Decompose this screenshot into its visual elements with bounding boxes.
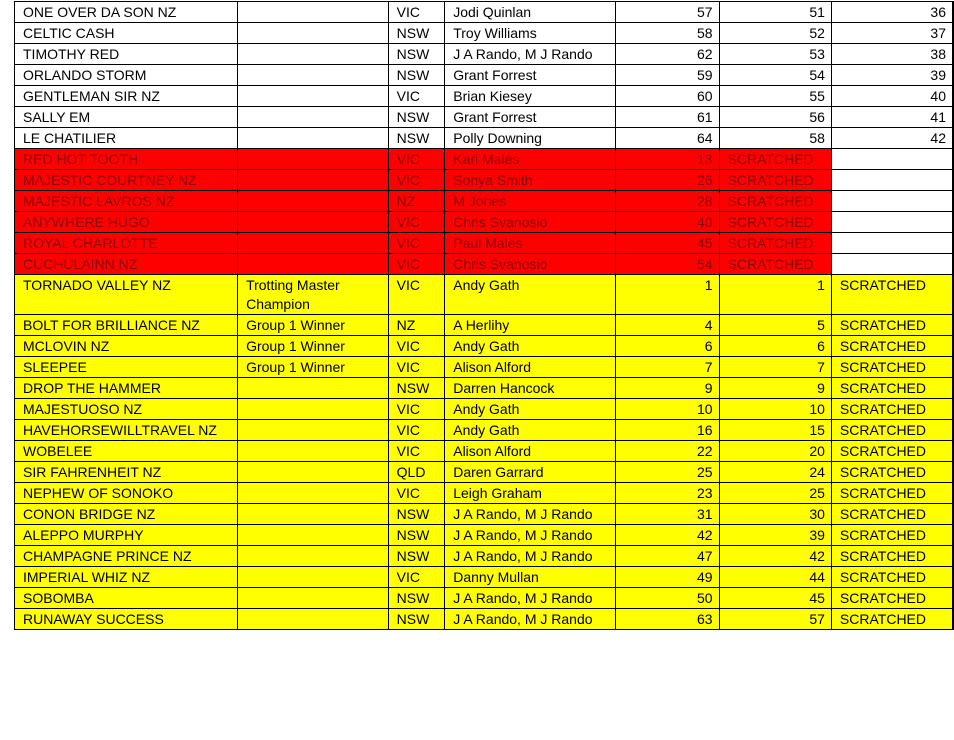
state-cell: VIC xyxy=(388,483,445,504)
note-cell xyxy=(238,254,389,275)
horse-name-cell: SALLY EM xyxy=(15,107,238,128)
state-cell: NSW xyxy=(388,65,445,86)
number-cell: 64 xyxy=(616,128,719,149)
table-row xyxy=(15,462,954,483)
horse-name-cell: ONE OVER DA SON NZ xyxy=(15,2,238,23)
scratched-label: SCRATCHED xyxy=(831,546,953,567)
horse-name-cell: SOBOMBA xyxy=(15,588,238,609)
note-cell xyxy=(238,378,389,399)
number-cell: 16 xyxy=(616,420,719,441)
table-row xyxy=(15,212,954,233)
state-cell: NSW xyxy=(388,107,445,128)
horse-name-cell: ORLANDO STORM xyxy=(15,65,238,86)
number-cell xyxy=(831,254,953,275)
number-cell: 24 xyxy=(719,462,831,483)
state-cell: VIC xyxy=(388,233,445,254)
state-cell: VIC xyxy=(388,86,445,107)
note-cell xyxy=(238,191,389,212)
note-cell xyxy=(238,399,389,420)
number-cell: 54 xyxy=(616,254,719,275)
horse-name-cell: CUCHULAINN NZ xyxy=(15,254,238,275)
scratched-label: SCRATCHED xyxy=(831,399,953,420)
table-row xyxy=(15,275,954,315)
number-cell: 50 xyxy=(616,588,719,609)
number-cell: 25 xyxy=(719,483,831,504)
scratched-label: SCRATCHED xyxy=(831,588,953,609)
scratched-label: SCRATCHED xyxy=(719,191,831,212)
note-cell xyxy=(238,609,389,630)
number-cell: 47 xyxy=(616,546,719,567)
horse-name-cell: CHAMPAGNE PRINCE NZ xyxy=(15,546,238,567)
table-row xyxy=(15,483,954,504)
trainer-cell: Grant Forrest xyxy=(445,65,616,86)
number-cell: 36 xyxy=(831,2,953,23)
trainer-cell: Sonya Smith xyxy=(445,170,616,191)
note-cell xyxy=(238,107,389,128)
note-cell xyxy=(238,2,389,23)
number-cell: 30 xyxy=(719,504,831,525)
number-cell: 7 xyxy=(719,357,831,378)
note-cell xyxy=(238,483,389,504)
table-row xyxy=(15,357,954,378)
table-row xyxy=(15,149,954,170)
table-row xyxy=(15,336,954,357)
note-cell: Group 1 Winner xyxy=(238,357,389,378)
trainer-cell: J A Rando, M J Rando xyxy=(445,588,616,609)
number-cell: 45 xyxy=(719,588,831,609)
number-cell: 6 xyxy=(719,336,831,357)
scratchings-table xyxy=(14,1,954,630)
note-cell xyxy=(238,441,389,462)
number-cell: 49 xyxy=(616,567,719,588)
note-cell xyxy=(238,420,389,441)
state-cell: NSW xyxy=(388,44,445,65)
horse-name-cell: SLEEPEE xyxy=(15,357,238,378)
trainer-cell: J A Rando, M J Rando xyxy=(445,44,616,65)
number-cell: 39 xyxy=(831,65,953,86)
number-cell: 23 xyxy=(616,483,719,504)
horse-name-cell: GENTLEMAN SIR NZ xyxy=(15,86,238,107)
number-cell: 61 xyxy=(616,107,719,128)
trainer-cell: J A Rando, M J Rando xyxy=(445,546,616,567)
number-cell: 53 xyxy=(719,44,831,65)
trainer-cell: Leigh Graham xyxy=(445,483,616,504)
state-cell: NSW xyxy=(388,378,445,399)
number-cell: 45 xyxy=(616,233,719,254)
number-cell: 42 xyxy=(719,546,831,567)
trainer-cell: Danny Mullan xyxy=(445,567,616,588)
horse-name-cell: MAJESTIC COURTNEY NZ xyxy=(15,170,238,191)
state-cell: VIC xyxy=(388,336,445,357)
number-cell: 4 xyxy=(616,315,719,336)
number-cell: 54 xyxy=(719,65,831,86)
number-cell: 42 xyxy=(831,128,953,149)
number-cell: 37 xyxy=(831,23,953,44)
table-row xyxy=(15,546,954,567)
note-cell: Trotting Master Champion xyxy=(238,275,389,315)
note-cell xyxy=(238,233,389,254)
table-row xyxy=(15,378,954,399)
table-row xyxy=(15,65,954,86)
trainer-cell: Darren Hancock xyxy=(445,378,616,399)
trainer-cell: Chris Svanosio xyxy=(445,212,616,233)
number-cell: 42 xyxy=(616,525,719,546)
trainer-cell: Andy Gath xyxy=(445,336,616,357)
horse-name-cell: TIMOTHY RED xyxy=(15,44,238,65)
scratched-label: SCRATCHED xyxy=(831,336,953,357)
scratched-label: SCRATCHED xyxy=(831,441,953,462)
trainer-cell: Grant Forrest xyxy=(445,107,616,128)
horse-name-cell: ALEPPO MURPHY xyxy=(15,525,238,546)
scratched-label: SCRATCHED xyxy=(831,504,953,525)
number-cell: 10 xyxy=(616,399,719,420)
trainer-cell: Alison Alford xyxy=(445,357,616,378)
trainer-cell: Brian Kiesey xyxy=(445,86,616,107)
number-cell: 26 xyxy=(616,170,719,191)
trainer-cell: Chris Svanosio xyxy=(445,254,616,275)
horse-name-cell: SIR FAHRENHEIT NZ xyxy=(15,462,238,483)
number-cell: 20 xyxy=(719,441,831,462)
number-cell: 6 xyxy=(616,336,719,357)
trainer-cell: Paul Males xyxy=(445,233,616,254)
state-cell: NSW xyxy=(388,588,445,609)
state-cell: NSW xyxy=(388,504,445,525)
table-row xyxy=(15,567,954,588)
trainer-cell: Alison Alford xyxy=(445,441,616,462)
note-cell xyxy=(238,170,389,191)
horse-name-cell: RUNAWAY SUCCESS xyxy=(15,609,238,630)
scratched-label: SCRATCHED xyxy=(831,609,953,630)
state-cell: QLD xyxy=(388,462,445,483)
number-cell: 60 xyxy=(616,86,719,107)
trainer-cell: J A Rando, M J Rando xyxy=(445,504,616,525)
note-cell xyxy=(238,86,389,107)
state-cell: NSW xyxy=(388,128,445,149)
number-cell: 39 xyxy=(719,525,831,546)
number-cell xyxy=(831,170,953,191)
scratched-label: SCRATCHED xyxy=(719,212,831,233)
number-cell: 58 xyxy=(719,128,831,149)
state-cell: VIC xyxy=(388,2,445,23)
scratched-label: SCRATCHED xyxy=(831,275,953,315)
table-row xyxy=(15,191,954,212)
number-cell xyxy=(831,149,953,170)
number-cell: 7 xyxy=(616,357,719,378)
trainer-cell: J A Rando, M J Rando xyxy=(445,525,616,546)
state-cell: NSW xyxy=(388,546,445,567)
scratched-label: SCRATCHED xyxy=(831,525,953,546)
number-cell: 22 xyxy=(616,441,719,462)
table-row xyxy=(15,399,954,420)
number-cell: 55 xyxy=(719,86,831,107)
table-row xyxy=(15,23,954,44)
trainer-cell: Polly Downing xyxy=(445,128,616,149)
number-cell: 28 xyxy=(616,191,719,212)
horse-name-cell: CONON BRIDGE NZ xyxy=(15,504,238,525)
number-cell: 1 xyxy=(719,275,831,315)
horse-name-cell: MAJESTUOSO NZ xyxy=(15,399,238,420)
trainer-cell: J A Rando, M J Rando xyxy=(445,609,616,630)
table-row xyxy=(15,420,954,441)
trainer-cell: Daren Garrard xyxy=(445,462,616,483)
trainer-cell: Andy Gath xyxy=(445,399,616,420)
number-cell: 59 xyxy=(616,65,719,86)
state-cell: VIC xyxy=(388,149,445,170)
number-cell: 5 xyxy=(719,315,831,336)
number-cell xyxy=(831,212,953,233)
number-cell: 44 xyxy=(719,567,831,588)
table-body xyxy=(15,2,954,630)
horse-name-cell: HAVEHORSEWILLTRAVEL NZ xyxy=(15,420,238,441)
scratched-label: SCRATCHED xyxy=(831,567,953,588)
trainer-cell: Kari Males xyxy=(445,149,616,170)
table-row xyxy=(15,315,954,336)
number-cell: 1 xyxy=(616,275,719,315)
number-cell: 9 xyxy=(719,378,831,399)
number-cell: 51 xyxy=(719,2,831,23)
scratched-label: SCRATCHED xyxy=(719,254,831,275)
table-row xyxy=(15,504,954,525)
note-cell xyxy=(238,212,389,233)
number-cell: 38 xyxy=(831,44,953,65)
table-row xyxy=(15,233,954,254)
state-cell: NSW xyxy=(388,23,445,44)
state-cell: VIC xyxy=(388,212,445,233)
horse-name-cell: NEPHEW OF SONOKO xyxy=(15,483,238,504)
number-cell: 57 xyxy=(719,609,831,630)
number-cell xyxy=(831,191,953,212)
trainer-cell: Andy Gath xyxy=(445,420,616,441)
number-cell: 52 xyxy=(719,23,831,44)
trainer-cell: Troy Williams xyxy=(445,23,616,44)
table-row xyxy=(15,170,954,191)
horse-name-cell: WOBELEE xyxy=(15,441,238,462)
number-cell: 58 xyxy=(616,23,719,44)
horse-name-cell: BOLT FOR BRILLIANCE NZ xyxy=(15,315,238,336)
number-cell: 13 xyxy=(616,149,719,170)
number-cell: 40 xyxy=(616,212,719,233)
horse-name-cell: IMPERIAL WHIZ NZ xyxy=(15,567,238,588)
state-cell: VIC xyxy=(388,399,445,420)
scratched-label: SCRATCHED xyxy=(831,420,953,441)
note-cell: Group 1 Winner xyxy=(238,315,389,336)
horse-name-cell: RED HOT TOOTH xyxy=(15,149,238,170)
trainer-cell: M Jones xyxy=(445,191,616,212)
state-cell: VIC xyxy=(388,170,445,191)
state-cell: NZ xyxy=(388,315,445,336)
scratched-label: SCRATCHED xyxy=(831,378,953,399)
number-cell: 31 xyxy=(616,504,719,525)
table-row xyxy=(15,254,954,275)
state-cell: VIC xyxy=(388,254,445,275)
horse-name-cell: LE CHATILIER xyxy=(15,128,238,149)
number-cell: 57 xyxy=(616,2,719,23)
scratched-label: SCRATCHED xyxy=(719,170,831,191)
state-cell: VIC xyxy=(388,420,445,441)
table-row xyxy=(15,128,954,149)
trainer-cell: A Herlihy xyxy=(445,315,616,336)
scratched-label: SCRATCHED xyxy=(831,483,953,504)
note-cell xyxy=(238,546,389,567)
note-cell xyxy=(238,525,389,546)
horse-name-cell: MCLOVIN NZ xyxy=(15,336,238,357)
note-cell xyxy=(238,23,389,44)
scratched-label: SCRATCHED xyxy=(831,357,953,378)
table-row xyxy=(15,525,954,546)
horse-name-cell: DROP THE HAMMER xyxy=(15,378,238,399)
state-cell: NSW xyxy=(388,525,445,546)
number-cell: 63 xyxy=(616,609,719,630)
table-row xyxy=(15,86,954,107)
number-cell: 56 xyxy=(719,107,831,128)
note-cell xyxy=(238,149,389,170)
state-cell: NSW xyxy=(388,609,445,630)
table-row xyxy=(15,588,954,609)
horse-name-cell: ROYAL CHARLOTTE xyxy=(15,233,238,254)
note-cell xyxy=(238,65,389,86)
table-row xyxy=(15,107,954,128)
number-cell: 62 xyxy=(616,44,719,65)
trainer-cell: Jodi Quinlan xyxy=(445,2,616,23)
scratched-label: SCRATCHED xyxy=(719,149,831,170)
note-cell: Group 1 Winner xyxy=(238,336,389,357)
number-cell xyxy=(831,233,953,254)
scratched-label: SCRATCHED xyxy=(719,233,831,254)
table-row xyxy=(15,2,954,23)
number-cell: 25 xyxy=(616,462,719,483)
note-cell xyxy=(238,567,389,588)
table-row xyxy=(15,441,954,462)
table-row xyxy=(15,44,954,65)
number-cell: 40 xyxy=(831,86,953,107)
state-cell: VIC xyxy=(388,275,445,315)
number-cell: 41 xyxy=(831,107,953,128)
scratched-label: SCRATCHED xyxy=(831,462,953,483)
number-cell: 10 xyxy=(719,399,831,420)
note-cell xyxy=(238,462,389,483)
state-cell: NZ xyxy=(388,191,445,212)
number-cell: 9 xyxy=(616,378,719,399)
state-cell: VIC xyxy=(388,567,445,588)
state-cell: VIC xyxy=(388,357,445,378)
trainer-cell: Andy Gath xyxy=(445,275,616,315)
scratched-label: SCRATCHED xyxy=(831,315,953,336)
note-cell xyxy=(238,588,389,609)
horse-name-cell: TORNADO VALLEY NZ xyxy=(15,275,238,315)
table-row xyxy=(15,609,954,630)
note-cell xyxy=(238,504,389,525)
note-cell xyxy=(238,128,389,149)
note-cell xyxy=(238,44,389,65)
number-cell: 15 xyxy=(719,420,831,441)
horse-name-cell: ANYWHERE HUGO xyxy=(15,212,238,233)
state-cell: VIC xyxy=(388,441,445,462)
horse-name-cell: MAJESTIC LAVROS NZ xyxy=(15,191,238,212)
horse-name-cell: CELTIC CASH xyxy=(15,23,238,44)
